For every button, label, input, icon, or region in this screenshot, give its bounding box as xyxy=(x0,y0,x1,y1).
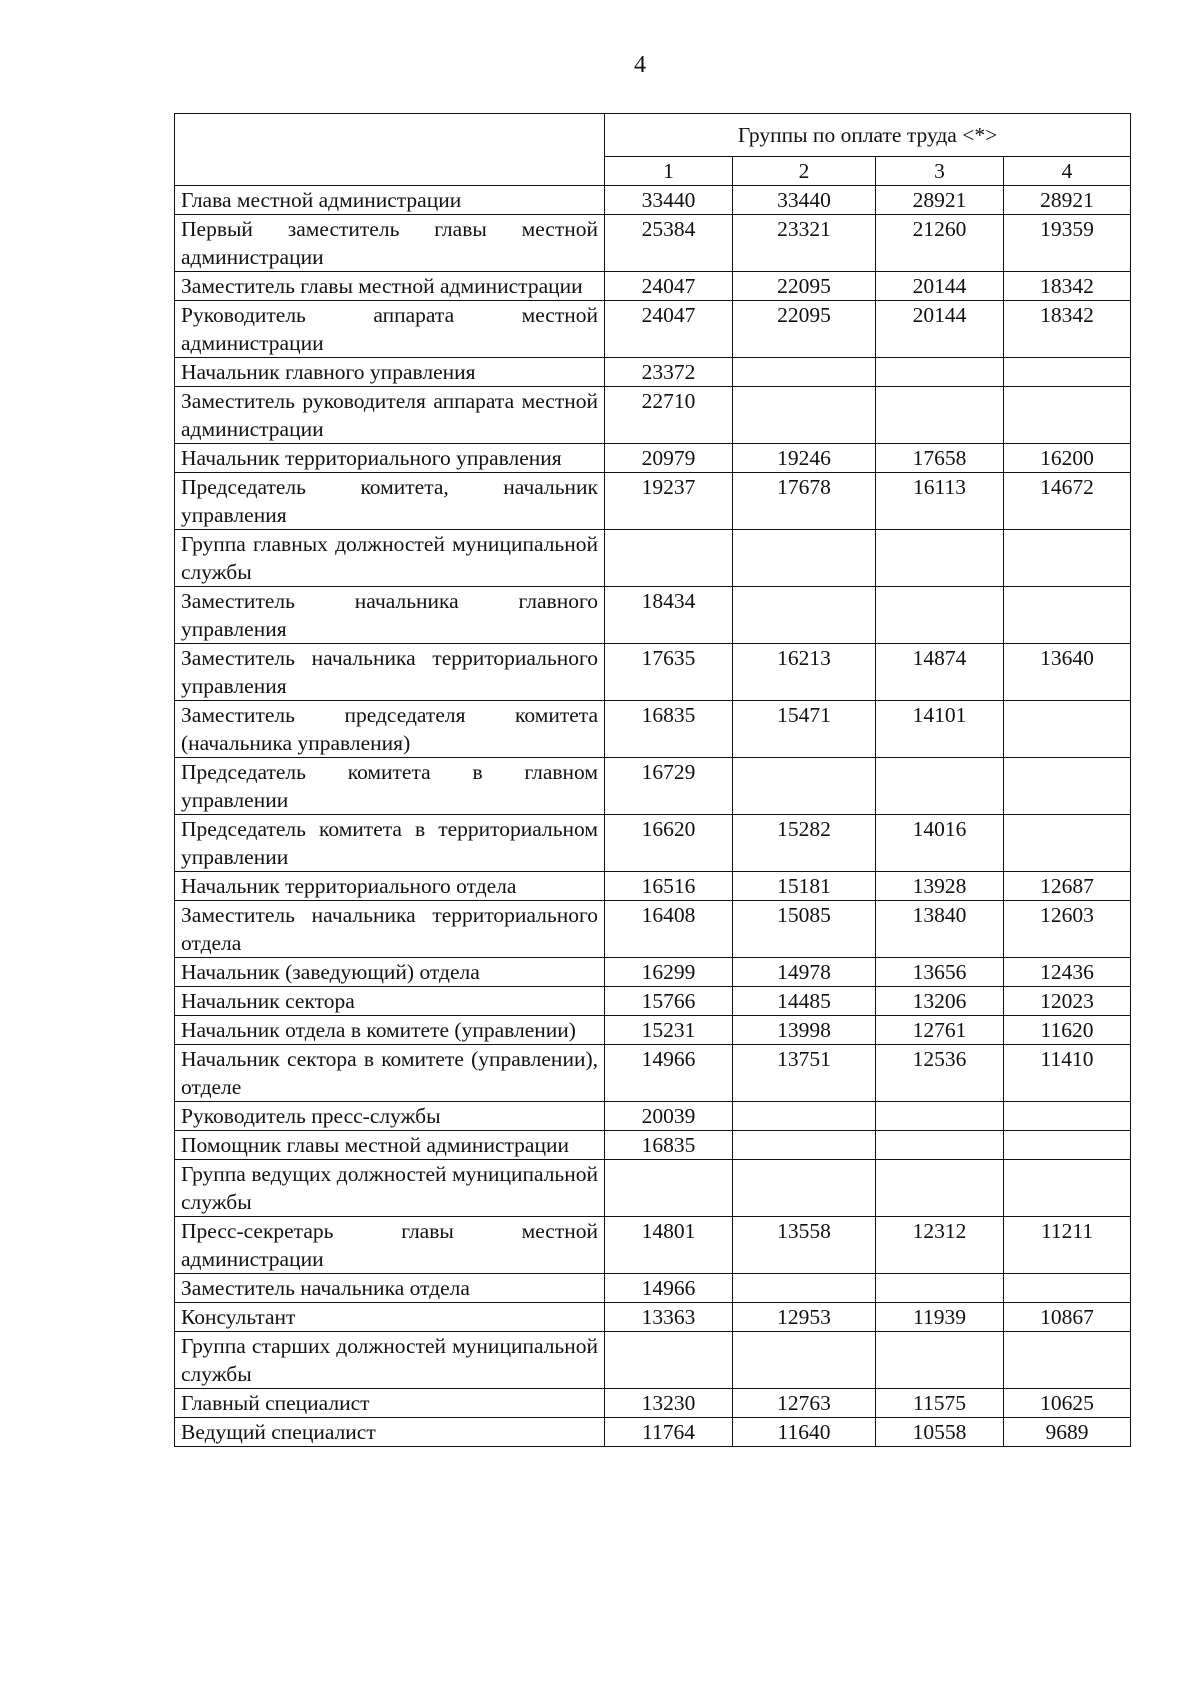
salary-cell-group-3: 12536 xyxy=(876,1045,1004,1102)
salary-cell-group-1: 17635 xyxy=(605,644,733,701)
salary-cell-group-3: 11575 xyxy=(876,1389,1004,1418)
salary-cell-group-1: 25384 xyxy=(605,215,733,272)
salary-cell-group-1: 11764 xyxy=(605,1418,733,1447)
salary-cell-group-2: 14978 xyxy=(733,958,876,987)
salary-cell-group-4: 28921 xyxy=(1004,186,1131,215)
salary-cell-group-3 xyxy=(876,530,1004,587)
table-row xyxy=(175,1303,1131,1332)
salary-cell-group-4: 12436 xyxy=(1004,958,1131,987)
table-row xyxy=(175,958,1131,987)
table-row xyxy=(175,1332,1131,1389)
salary-cell-group-4 xyxy=(1004,1160,1131,1217)
table-row xyxy=(175,215,1131,272)
salary-cell-group-1: 23372 xyxy=(605,358,733,387)
position-cell: Заместитель начальника территориального управления xyxy=(175,644,605,701)
salary-cell-group-1: 16835 xyxy=(605,1131,733,1160)
salary-cell-group-3: 17658 xyxy=(876,444,1004,473)
table-row xyxy=(175,1418,1131,1447)
salary-cell-group-2: 17678 xyxy=(733,473,876,530)
table-row xyxy=(175,530,1131,587)
salary-cell-group-3: 11939 xyxy=(876,1303,1004,1332)
group-number-2: 2 xyxy=(733,157,876,186)
salary-cell-group-3 xyxy=(876,1160,1004,1217)
salary-cell-group-1: 14966 xyxy=(605,1045,733,1102)
salary-cell-group-1: 16729 xyxy=(605,758,733,815)
salary-cell-group-2: 13998 xyxy=(733,1016,876,1045)
table-row xyxy=(175,758,1131,815)
salary-cell-group-4: 16200 xyxy=(1004,444,1131,473)
table-row xyxy=(175,587,1131,644)
salary-cell-group-2: 19246 xyxy=(733,444,876,473)
salary-cell-group-2: 22095 xyxy=(733,272,876,301)
table-row xyxy=(175,473,1131,530)
page-number: 4 xyxy=(634,52,646,78)
salary-cell-group-2 xyxy=(733,758,876,815)
table-row xyxy=(175,444,1131,473)
table-row xyxy=(175,358,1131,387)
salary-cell-group-4: 12687 xyxy=(1004,872,1131,901)
group-header: Группы по оплате труда <*> xyxy=(605,114,1131,157)
salary-cell-group-3: 12761 xyxy=(876,1016,1004,1045)
position-cell: Ведущий специалист xyxy=(175,1418,605,1447)
salary-cell-group-4 xyxy=(1004,1274,1131,1303)
salary-cell-group-3: 20144 xyxy=(876,301,1004,358)
salary-cell-group-3 xyxy=(876,1332,1004,1389)
salary-cell-group-1: 16408 xyxy=(605,901,733,958)
salary-cell-group-4 xyxy=(1004,1102,1131,1131)
salary-cell-group-4: 11410 xyxy=(1004,1045,1131,1102)
salary-cell-group-1 xyxy=(605,530,733,587)
salary-cell-group-1: 14966 xyxy=(605,1274,733,1303)
salary-cell-group-1: 18434 xyxy=(605,587,733,644)
position-cell: Первый заместитель главы местной администрации xyxy=(175,215,605,272)
position-cell: Группа ведущих должностей муниципальной службы xyxy=(175,1160,605,1217)
salary-cell-group-2: 13751 xyxy=(733,1045,876,1102)
salary-cell-group-2: 12953 xyxy=(733,1303,876,1332)
salary-table xyxy=(174,113,1131,1447)
table-row xyxy=(175,1016,1131,1045)
position-cell: Пресс-секретарь главы местной администрации xyxy=(175,1217,605,1274)
table-row xyxy=(175,872,1131,901)
salary-cell-group-2 xyxy=(733,387,876,444)
header-position-cell xyxy=(175,114,605,186)
position-cell: Начальник (заведующий) отдела xyxy=(175,958,605,987)
salary-cell-group-4 xyxy=(1004,1131,1131,1160)
salary-cell-group-3: 14101 xyxy=(876,701,1004,758)
salary-cell-group-4 xyxy=(1004,358,1131,387)
salary-cell-group-4 xyxy=(1004,387,1131,444)
salary-cell-group-3: 21260 xyxy=(876,215,1004,272)
position-cell: Заместитель главы местной администрации xyxy=(175,272,605,301)
group-number-4: 4 xyxy=(1004,157,1131,186)
table-row xyxy=(175,701,1131,758)
salary-cell-group-1: 16516 xyxy=(605,872,733,901)
salary-cell-group-2: 15085 xyxy=(733,901,876,958)
salary-cell-group-4 xyxy=(1004,530,1131,587)
salary-cell-group-4: 13640 xyxy=(1004,644,1131,701)
salary-cell-group-2: 15471 xyxy=(733,701,876,758)
salary-cell-group-2: 23321 xyxy=(733,215,876,272)
salary-cell-group-3: 16113 xyxy=(876,473,1004,530)
salary-cell-group-4 xyxy=(1004,1332,1131,1389)
salary-cell-group-2: 22095 xyxy=(733,301,876,358)
salary-cell-group-1: 13363 xyxy=(605,1303,733,1332)
salary-cell-group-3: 13840 xyxy=(876,901,1004,958)
table-row xyxy=(175,1217,1131,1274)
salary-cell-group-2 xyxy=(733,1332,876,1389)
table-row xyxy=(175,1131,1131,1160)
group-number-1: 1 xyxy=(605,157,733,186)
salary-cell-group-3: 14874 xyxy=(876,644,1004,701)
salary-cell-group-3: 20144 xyxy=(876,272,1004,301)
position-cell: Заместитель руководителя аппарата местной администрации xyxy=(175,387,605,444)
table-row xyxy=(175,272,1131,301)
salary-cell-group-3 xyxy=(876,358,1004,387)
position-cell: Главный специалист xyxy=(175,1389,605,1418)
salary-cell-group-2 xyxy=(733,358,876,387)
salary-cell-group-1: 24047 xyxy=(605,272,733,301)
salary-cell-group-2: 11640 xyxy=(733,1418,876,1447)
position-cell: Глава местной администрации xyxy=(175,186,605,215)
salary-cell-group-4: 19359 xyxy=(1004,215,1131,272)
salary-cell-group-2: 14485 xyxy=(733,987,876,1016)
salary-cell-group-3 xyxy=(876,587,1004,644)
salary-cell-group-3: 13656 xyxy=(876,958,1004,987)
salary-cell-group-1: 20039 xyxy=(605,1102,733,1131)
salary-cell-group-3: 13928 xyxy=(876,872,1004,901)
salary-cell-group-2: 12763 xyxy=(733,1389,876,1418)
salary-cell-group-2: 15282 xyxy=(733,815,876,872)
salary-cell-group-1: 16620 xyxy=(605,815,733,872)
position-cell: Начальник территориального отдела xyxy=(175,872,605,901)
table-row xyxy=(175,644,1131,701)
position-cell: Руководитель пресс-службы xyxy=(175,1102,605,1131)
salary-cell-group-3 xyxy=(876,387,1004,444)
position-cell: Заместитель начальника территориального отдела xyxy=(175,901,605,958)
table-row xyxy=(175,387,1131,444)
table-row xyxy=(175,1274,1131,1303)
salary-cell-group-1: 16299 xyxy=(605,958,733,987)
salary-cell-group-1 xyxy=(605,1332,733,1389)
position-cell: Начальник сектора xyxy=(175,987,605,1016)
salary-cell-group-4: 9689 xyxy=(1004,1418,1131,1447)
salary-cell-group-3: 28921 xyxy=(876,186,1004,215)
position-cell: Председатель комитета в территориальном управлении xyxy=(175,815,605,872)
salary-cell-group-4: 11620 xyxy=(1004,1016,1131,1045)
salary-cell-group-2 xyxy=(733,1102,876,1131)
salary-cell-group-2 xyxy=(733,1160,876,1217)
table-row xyxy=(175,301,1131,358)
salary-cell-group-4: 10867 xyxy=(1004,1303,1131,1332)
table-row xyxy=(175,186,1131,215)
salary-cell-group-3: 12312 xyxy=(876,1217,1004,1274)
salary-cell-group-4: 11211 xyxy=(1004,1217,1131,1274)
salary-cell-group-4: 14672 xyxy=(1004,473,1131,530)
salary-cell-group-3 xyxy=(876,1102,1004,1131)
salary-cell-group-1: 16835 xyxy=(605,701,733,758)
salary-cell-group-4: 12023 xyxy=(1004,987,1131,1016)
salary-cell-group-4 xyxy=(1004,758,1131,815)
table-row xyxy=(175,1045,1131,1102)
salary-cell-group-4: 10625 xyxy=(1004,1389,1131,1418)
salary-cell-group-2: 15181 xyxy=(733,872,876,901)
header-row-groups xyxy=(175,114,1131,157)
salary-cell-group-1: 15231 xyxy=(605,1016,733,1045)
salary-cell-group-1: 14801 xyxy=(605,1217,733,1274)
salary-cell-group-1: 33440 xyxy=(605,186,733,215)
salary-cell-group-2: 33440 xyxy=(733,186,876,215)
salary-cell-group-4: 18342 xyxy=(1004,272,1131,301)
salary-cell-group-4 xyxy=(1004,587,1131,644)
table-row xyxy=(175,1389,1131,1418)
salary-cell-group-1 xyxy=(605,1160,733,1217)
salary-cell-group-2 xyxy=(733,587,876,644)
position-cell: Консультант xyxy=(175,1303,605,1332)
salary-cell-group-3: 13206 xyxy=(876,987,1004,1016)
position-cell: Начальник сектора в комитете (управлении), отделе xyxy=(175,1045,605,1102)
salary-cell-group-3 xyxy=(876,758,1004,815)
salary-cell-group-1: 22710 xyxy=(605,387,733,444)
salary-cell-group-4: 12603 xyxy=(1004,901,1131,958)
position-cell: Председатель комитета в главном управлении xyxy=(175,758,605,815)
salary-cell-group-2 xyxy=(733,1131,876,1160)
salary-cell-group-2 xyxy=(733,530,876,587)
group-number-3: 3 xyxy=(876,157,1004,186)
table-row xyxy=(175,987,1131,1016)
salary-cell-group-2 xyxy=(733,1274,876,1303)
position-cell: Начальник отдела в комитете (управлении) xyxy=(175,1016,605,1045)
salary-cell-group-3 xyxy=(876,1274,1004,1303)
position-cell: Заместитель начальника главного управления xyxy=(175,587,605,644)
salary-cell-group-1: 20979 xyxy=(605,444,733,473)
table-row xyxy=(175,1160,1131,1217)
salary-cell-group-4: 18342 xyxy=(1004,301,1131,358)
position-cell: Группа старших должностей муниципальной службы xyxy=(175,1332,605,1389)
salary-cell-group-1: 24047 xyxy=(605,301,733,358)
salary-table-body xyxy=(175,114,1131,1447)
salary-cell-group-1: 15766 xyxy=(605,987,733,1016)
table-row xyxy=(175,1102,1131,1131)
salary-cell-group-4 xyxy=(1004,701,1131,758)
salary-cell-group-3: 10558 xyxy=(876,1418,1004,1447)
salary-cell-group-3: 14016 xyxy=(876,815,1004,872)
position-cell: Руководитель аппарата местной администрации xyxy=(175,301,605,358)
salary-cell-group-1: 19237 xyxy=(605,473,733,530)
position-cell: Начальник главного управления xyxy=(175,358,605,387)
salary-cell-group-3 xyxy=(876,1131,1004,1160)
position-cell: Помощник главы местной администрации xyxy=(175,1131,605,1160)
table-row xyxy=(175,901,1131,958)
salary-cell-group-2: 16213 xyxy=(733,644,876,701)
position-cell: Заместитель начальника отдела xyxy=(175,1274,605,1303)
position-cell: Группа главных должностей муниципальной службы xyxy=(175,530,605,587)
salary-cell-group-1: 13230 xyxy=(605,1389,733,1418)
position-cell: Начальник территориального управления xyxy=(175,444,605,473)
position-cell: Председатель комитета, начальник управления xyxy=(175,473,605,530)
salary-cell-group-4 xyxy=(1004,815,1131,872)
table-row xyxy=(175,815,1131,872)
position-cell: Заместитель председателя комитета (начальника управления) xyxy=(175,701,605,758)
salary-cell-group-2: 13558 xyxy=(733,1217,876,1274)
